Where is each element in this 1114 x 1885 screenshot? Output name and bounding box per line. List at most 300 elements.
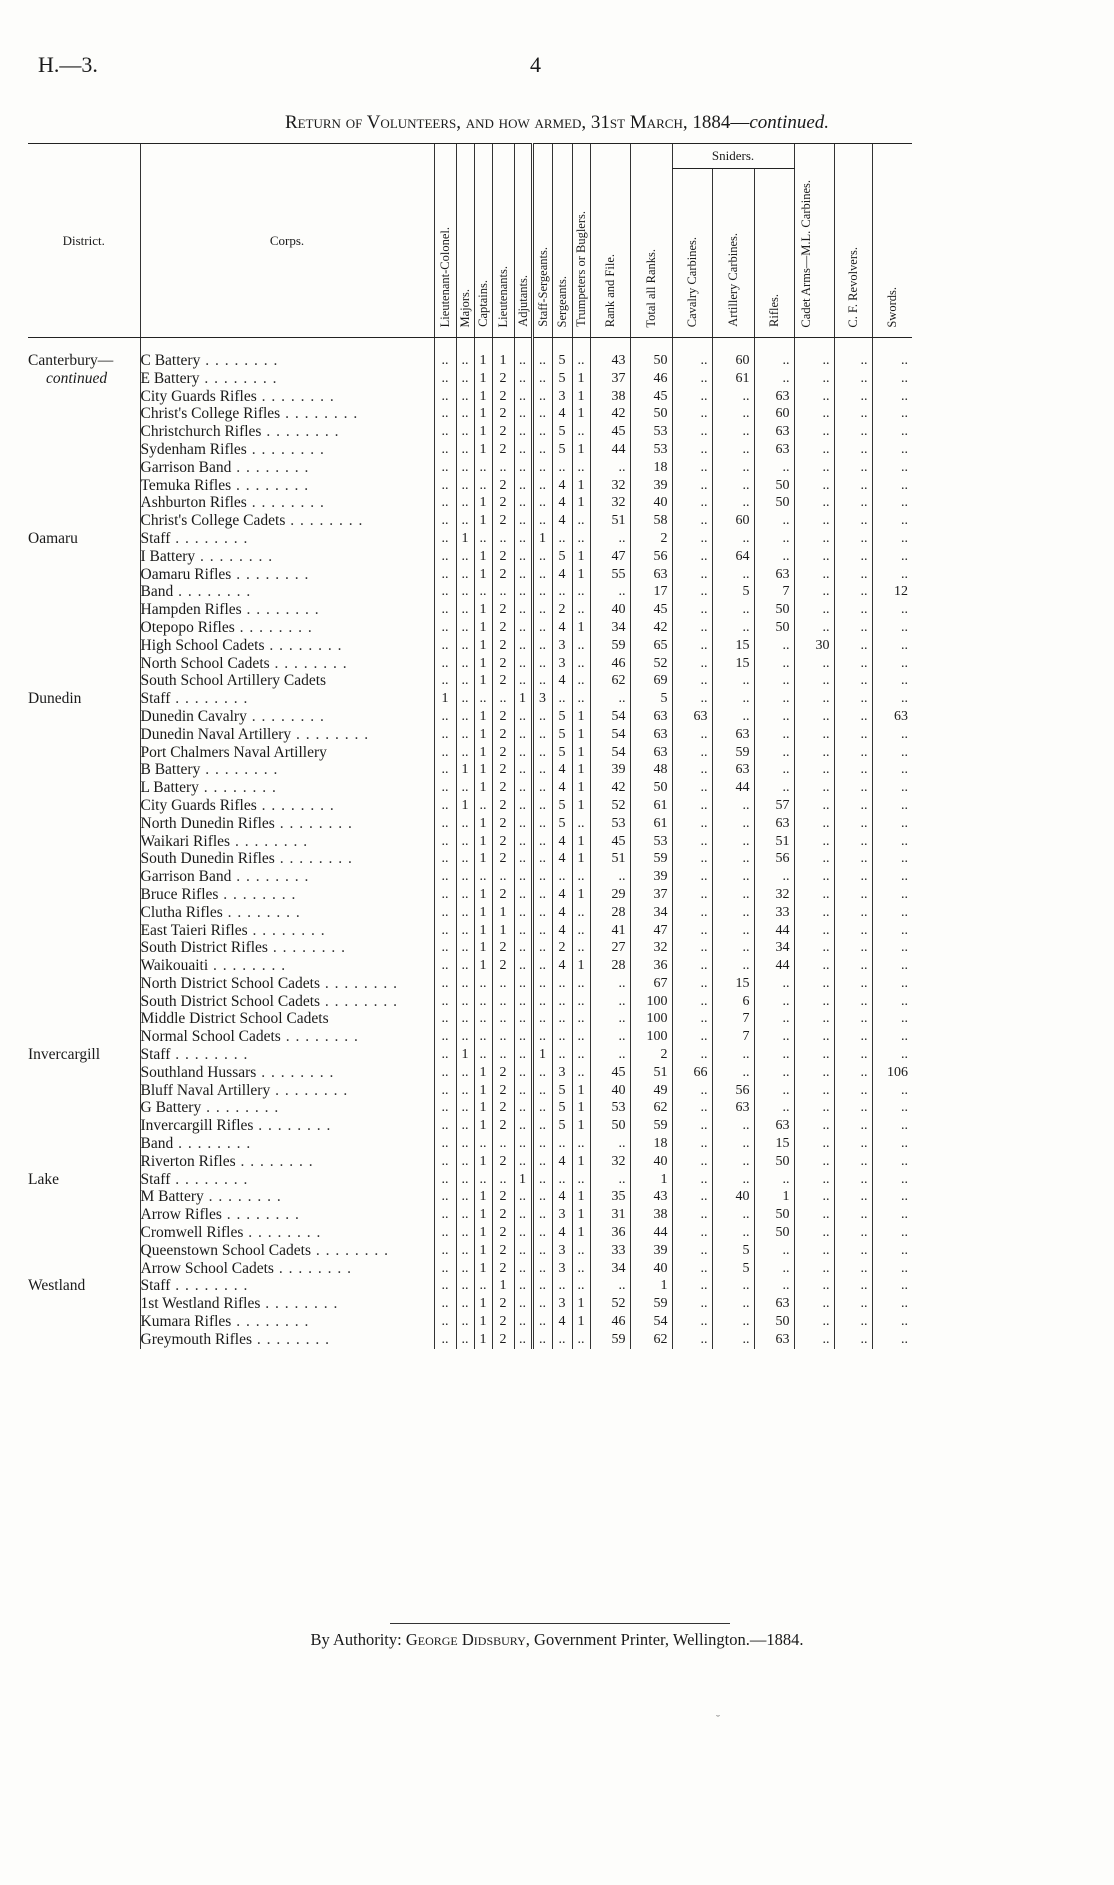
- value-cell: ..: [834, 459, 872, 477]
- table-row: [28, 1028, 912, 1046]
- value-cell: ..: [672, 583, 712, 601]
- value-cell: 63: [712, 761, 754, 779]
- value-cell: ..: [834, 655, 872, 673]
- value-cell: 41: [590, 922, 630, 940]
- value-cell: ..: [492, 868, 514, 886]
- rank-header: Majors.: [456, 144, 474, 338]
- district-header: District.: [28, 144, 140, 338]
- leader-dots: . . . . . . . .: [173, 1135, 252, 1153]
- value-cell: ..: [712, 530, 754, 548]
- value-cell: 1: [474, 815, 492, 833]
- value-cell: 5: [552, 1082, 572, 1100]
- corps-cell: [140, 1188, 434, 1206]
- value-cell: ..: [872, 1171, 912, 1189]
- value-cell: 66: [672, 1064, 712, 1082]
- value-cell: ..: [532, 494, 552, 512]
- value-cell: ..: [672, 423, 712, 441]
- corps-cell: [140, 672, 434, 690]
- value-cell: 63: [672, 708, 712, 726]
- value-cell: ..: [672, 975, 712, 993]
- value-cell: ..: [514, 566, 532, 584]
- corps-cell: [140, 1295, 434, 1313]
- value-cell: ..: [456, 494, 474, 512]
- value-cell: ..: [514, 338, 532, 370]
- value-cell: 37: [630, 886, 672, 904]
- value-cell: ..: [514, 744, 532, 762]
- value-cell: ..: [872, 512, 912, 530]
- value-cell: ..: [532, 566, 552, 584]
- district-cell: [28, 868, 140, 886]
- value-cell: ..: [514, 779, 532, 797]
- value-cell: ..: [834, 993, 872, 1011]
- value-cell: 63: [754, 388, 794, 406]
- value-cell: ..: [532, 1010, 552, 1028]
- value-cell: ..: [672, 1295, 712, 1313]
- value-cell: ..: [434, 637, 456, 655]
- imprint-printer: George Didsbury: [405, 1630, 526, 1649]
- leader-dots: . . . . . . . .: [247, 921, 326, 939]
- value-cell: ..: [572, 1242, 590, 1260]
- value-cell: ..: [434, 993, 456, 1011]
- value-cell: ..: [872, 1117, 912, 1135]
- value-cell: ..: [672, 1242, 712, 1260]
- value-cell: 63: [754, 1295, 794, 1313]
- value-cell: ..: [872, 388, 912, 406]
- value-cell: ..: [834, 779, 872, 797]
- value-cell: ..: [712, 1331, 754, 1349]
- leader-dots: . . . . . . . .: [195, 547, 274, 565]
- district-cell: [28, 512, 140, 530]
- value-cell: ..: [794, 708, 834, 726]
- district-cell: [28, 1117, 140, 1135]
- value-cell: 63: [754, 1117, 794, 1135]
- value-cell: 40: [630, 494, 672, 512]
- value-cell: ..: [532, 744, 552, 762]
- table-row: [28, 1099, 912, 1117]
- value-cell: 2: [492, 815, 514, 833]
- district-cell: [28, 1224, 140, 1242]
- district-label: Westland: [28, 1277, 86, 1295]
- value-cell: 5: [712, 1260, 754, 1278]
- value-cell: 60: [712, 512, 754, 530]
- corps-name: Staff: [140, 529, 171, 547]
- value-cell: ..: [672, 494, 712, 512]
- district-cell: [28, 1313, 140, 1331]
- value-cell: ..: [514, 1117, 532, 1135]
- value-cell: 7: [754, 583, 794, 601]
- value-cell: 62: [630, 1099, 672, 1117]
- leader-dots: . . . . . . . .: [170, 690, 249, 708]
- value-cell: 2: [630, 530, 672, 548]
- value-cell: 1: [456, 797, 474, 815]
- value-cell: ..: [794, 1313, 834, 1331]
- leader-dots: . . . . . . . .: [320, 992, 399, 1010]
- value-cell: ..: [514, 1260, 532, 1278]
- value-cell: 2: [492, 744, 514, 762]
- table-row: [28, 1277, 912, 1295]
- value-cell: ..: [532, 1295, 552, 1313]
- value-cell: ..: [492, 1010, 514, 1028]
- value-cell: ..: [456, 1277, 474, 1295]
- value-cell: 63: [754, 1331, 794, 1349]
- value-cell: ..: [834, 548, 872, 566]
- corps-cell: [140, 1046, 434, 1064]
- value-cell: 1: [572, 548, 590, 566]
- value-cell: 40: [712, 1188, 754, 1206]
- value-cell: ..: [572, 975, 590, 993]
- leader-dots: . . . . . . . .: [243, 1224, 322, 1242]
- rank-header: Trumpeters or Buglers.: [572, 144, 590, 338]
- corps-name: Staff: [140, 1277, 171, 1295]
- value-cell: 1: [474, 1224, 492, 1242]
- corps-name: Cromwell Rifles: [140, 1224, 244, 1242]
- value-cell: ..: [834, 370, 872, 388]
- value-cell: 2: [492, 441, 514, 459]
- table-row: [28, 708, 912, 726]
- leader-dots: . . . . . . . .: [203, 1188, 282, 1206]
- value-cell: 100: [630, 1028, 672, 1046]
- leader-dots: . . . . . . . .: [291, 725, 370, 743]
- district-cell: [28, 761, 140, 779]
- value-cell: ..: [794, 494, 834, 512]
- rank-header: Lieutenant-Colonel.: [434, 144, 456, 338]
- value-cell: 2: [492, 566, 514, 584]
- value-cell: ..: [834, 1117, 872, 1135]
- district-cell: [28, 957, 140, 975]
- value-cell: ..: [872, 1010, 912, 1028]
- value-cell: ..: [590, 1135, 630, 1153]
- leader-dots: . . . . . . . .: [231, 458, 310, 476]
- value-cell: ..: [712, 1171, 754, 1189]
- value-cell: ..: [834, 1028, 872, 1046]
- value-cell: 2: [492, 797, 514, 815]
- table-row: [28, 868, 912, 886]
- value-cell: ..: [794, 1064, 834, 1082]
- value-cell: 59: [630, 1295, 672, 1313]
- value-cell: 4: [552, 1188, 572, 1206]
- corps-name: Otepopo Rifles: [140, 618, 235, 636]
- value-cell: 28: [590, 957, 630, 975]
- corps-cell: [140, 1010, 434, 1028]
- value-cell: ..: [872, 1046, 912, 1064]
- value-cell: ..: [434, 619, 456, 637]
- value-cell: ..: [456, 601, 474, 619]
- value-cell: 61: [630, 815, 672, 833]
- value-cell: ..: [672, 1206, 712, 1224]
- value-cell: ..: [456, 939, 474, 957]
- value-cell: ..: [834, 388, 872, 406]
- value-cell: ..: [754, 637, 794, 655]
- value-cell: ..: [834, 1099, 872, 1117]
- corps-name: Middle District School Cadets: [140, 1010, 329, 1028]
- value-cell: ..: [754, 548, 794, 566]
- value-cell: ..: [456, 512, 474, 530]
- value-cell: 7: [712, 1028, 754, 1046]
- district-cell: [28, 1331, 140, 1349]
- district-cell: [28, 833, 140, 851]
- value-cell: 1: [474, 833, 492, 851]
- value-cell: ..: [672, 922, 712, 940]
- value-cell: ..: [590, 690, 630, 708]
- corps-cell: [140, 459, 434, 477]
- table-row: [28, 886, 912, 904]
- table-row: [28, 1117, 912, 1135]
- value-cell: 4: [552, 904, 572, 922]
- value-cell: ..: [872, 1295, 912, 1313]
- value-cell: ..: [456, 441, 474, 459]
- value-cell: ..: [590, 530, 630, 548]
- value-cell: ..: [672, 1082, 712, 1100]
- value-cell: ..: [872, 761, 912, 779]
- value-cell: 1: [572, 761, 590, 779]
- value-cell: ..: [754, 761, 794, 779]
- value-cell: ..: [434, 1046, 456, 1064]
- value-cell: ..: [474, 583, 492, 601]
- value-cell: 1: [572, 1224, 590, 1242]
- table-row: [28, 566, 912, 584]
- value-cell: 4: [552, 886, 572, 904]
- value-cell: 61: [712, 370, 754, 388]
- value-cell: ..: [514, 459, 532, 477]
- value-cell: ..: [456, 886, 474, 904]
- value-cell: ..: [794, 370, 834, 388]
- value-cell: ..: [712, 405, 754, 423]
- value-cell: 1: [572, 833, 590, 851]
- value-cell: 50: [754, 1313, 794, 1331]
- value-cell: 1: [474, 708, 492, 726]
- value-cell: ..: [834, 512, 872, 530]
- value-cell: ..: [834, 1206, 872, 1224]
- value-cell: 63: [630, 726, 672, 744]
- value-cell: ..: [552, 583, 572, 601]
- corps-name: I Battery: [140, 547, 196, 565]
- value-cell: 2: [492, 850, 514, 868]
- value-cell: 2: [492, 1117, 514, 1135]
- value-cell: 53: [630, 833, 672, 851]
- value-cell: 2: [492, 726, 514, 744]
- value-cell: ..: [672, 868, 712, 886]
- value-cell: ..: [532, 338, 552, 370]
- value-cell: ..: [532, 1117, 552, 1135]
- corps-cell: [140, 957, 434, 975]
- value-cell: ..: [872, 1082, 912, 1100]
- value-cell: ..: [532, 370, 552, 388]
- value-cell: 4: [552, 405, 572, 423]
- corps-cell: [140, 797, 434, 815]
- value-cell: 42: [630, 619, 672, 637]
- value-cell: 40: [630, 1153, 672, 1171]
- value-cell: ..: [456, 1153, 474, 1171]
- value-cell: 39: [590, 761, 630, 779]
- value-cell: 60: [712, 338, 754, 370]
- leader-dots: . . . . . . . .: [221, 1206, 300, 1224]
- value-cell: ..: [712, 939, 754, 957]
- value-cell: ..: [712, 1313, 754, 1331]
- value-cell: ..: [514, 922, 532, 940]
- value-cell: ..: [834, 405, 872, 423]
- corps-name: South Dunedin Rifles: [140, 850, 275, 868]
- value-cell: ..: [572, 1135, 590, 1153]
- value-cell: 1: [474, 1242, 492, 1260]
- value-cell: ..: [492, 583, 514, 601]
- value-cell: 4: [552, 850, 572, 868]
- corps-cell: [140, 744, 434, 762]
- rank-header: Staff-Sergeants.: [532, 144, 552, 338]
- value-cell: ..: [794, 779, 834, 797]
- value-cell: 58: [630, 512, 672, 530]
- value-cell: ..: [434, 1295, 456, 1313]
- value-cell: ..: [834, 1064, 872, 1082]
- corps-cell: [140, 975, 434, 993]
- corps-name: Christ's College Rifles: [140, 405, 281, 423]
- value-cell: ..: [794, 530, 834, 548]
- value-cell: 59: [590, 637, 630, 655]
- value-cell: ..: [794, 1295, 834, 1313]
- value-cell: ..: [712, 619, 754, 637]
- value-cell: 1: [474, 548, 492, 566]
- leader-dots: . . . . . . . .: [201, 1099, 280, 1117]
- value-cell: ..: [794, 1242, 834, 1260]
- value-cell: ..: [672, 1028, 712, 1046]
- value-cell: 45: [590, 1064, 630, 1082]
- leader-dots: . . . . . . . .: [198, 779, 277, 797]
- value-cell: ..: [834, 1313, 872, 1331]
- value-cell: ..: [872, 601, 912, 619]
- table-row: [28, 1331, 912, 1349]
- value-cell: ..: [572, 904, 590, 922]
- corps-name: North Dunedin Rifles: [140, 814, 275, 832]
- value-cell: 56: [754, 850, 794, 868]
- corps-cell: [140, 1331, 434, 1349]
- value-cell: 2: [492, 619, 514, 637]
- value-cell: 2: [552, 601, 572, 619]
- value-cell: ..: [456, 637, 474, 655]
- value-cell: ..: [672, 477, 712, 495]
- value-cell: ..: [434, 512, 456, 530]
- value-cell: ..: [514, 441, 532, 459]
- value-cell: ..: [834, 797, 872, 815]
- district-cell: [28, 477, 140, 495]
- value-cell: ..: [672, 1277, 712, 1295]
- value-cell: 54: [590, 708, 630, 726]
- value-cell: ..: [834, 1224, 872, 1242]
- value-cell: ..: [754, 1082, 794, 1100]
- value-cell: ..: [474, 530, 492, 548]
- leader-dots: . . . . . . . .: [280, 405, 359, 423]
- value-cell: ..: [754, 975, 794, 993]
- corps-cell: [140, 779, 434, 797]
- value-cell: ..: [434, 868, 456, 886]
- value-cell: ..: [754, 1171, 794, 1189]
- value-cell: 3: [532, 690, 552, 708]
- value-cell: ..: [514, 583, 532, 601]
- value-cell: 36: [590, 1224, 630, 1242]
- corps-name: South District School Cadets: [140, 992, 321, 1010]
- corps-cell: [140, 1171, 434, 1189]
- value-cell: ..: [456, 405, 474, 423]
- value-cell: ..: [514, 708, 532, 726]
- value-cell: 1: [474, 512, 492, 530]
- value-cell: ..: [532, 975, 552, 993]
- leader-dots: . . . . . . . .: [199, 369, 278, 387]
- value-cell: ..: [794, 459, 834, 477]
- value-cell: ..: [532, 1206, 552, 1224]
- value-cell: ..: [754, 708, 794, 726]
- value-cell: ..: [872, 993, 912, 1011]
- value-cell: ..: [572, 815, 590, 833]
- value-cell: 2: [492, 672, 514, 690]
- corps-name: East Taieri Rifles: [140, 921, 248, 939]
- value-cell: ..: [794, 1260, 834, 1278]
- value-cell: ..: [474, 690, 492, 708]
- value-cell: ..: [712, 459, 754, 477]
- corps-cell: [140, 886, 434, 904]
- table-row: [28, 1135, 912, 1153]
- corps-name: Garrison Band: [140, 458, 232, 476]
- value-cell: 40: [590, 1082, 630, 1100]
- district-cell: [28, 1135, 140, 1153]
- value-cell: ..: [532, 672, 552, 690]
- value-cell: 2: [492, 708, 514, 726]
- value-cell: ..: [514, 993, 532, 1011]
- value-cell: ..: [794, 548, 834, 566]
- value-cell: ..: [532, 1064, 552, 1082]
- leader-dots: . . . . . . . .: [264, 636, 343, 654]
- value-cell: ..: [754, 744, 794, 762]
- district-label: continued: [46, 369, 108, 387]
- value-cell: 43: [590, 338, 630, 370]
- leader-dots: . . . . . . . .: [273, 1259, 352, 1277]
- value-cell: ..: [672, 512, 712, 530]
- leader-dots: . . . . . . . .: [200, 352, 279, 369]
- corps-name: Dunedin Cavalry: [140, 707, 247, 725]
- corps-cell: [140, 815, 434, 833]
- value-cell: 1: [474, 922, 492, 940]
- value-cell: ..: [514, 833, 532, 851]
- value-cell: 56: [630, 548, 672, 566]
- leader-dots: . . . . . . . .: [253, 1117, 332, 1135]
- value-cell: 32: [590, 477, 630, 495]
- district-cell: [28, 672, 140, 690]
- value-cell: ..: [794, 566, 834, 584]
- corps-name: Hampden Rifles: [140, 601, 242, 619]
- value-cell: 46: [590, 1313, 630, 1331]
- value-cell: ..: [712, 868, 754, 886]
- value-cell: ..: [434, 423, 456, 441]
- value-cell: ..: [672, 1099, 712, 1117]
- document-code: H.—3.: [38, 52, 98, 77]
- district-cell: [28, 370, 140, 388]
- value-cell: ..: [834, 1046, 872, 1064]
- value-cell: 1: [572, 388, 590, 406]
- value-cell: ..: [872, 1277, 912, 1295]
- corps-cell: [140, 1082, 434, 1100]
- value-cell: ..: [456, 744, 474, 762]
- value-cell: ..: [434, 370, 456, 388]
- value-cell: ..: [434, 1153, 456, 1171]
- value-cell: ..: [456, 779, 474, 797]
- value-cell: ..: [532, 850, 552, 868]
- value-cell: 2: [492, 779, 514, 797]
- table-row: [28, 637, 912, 655]
- value-cell: ..: [872, 1224, 912, 1242]
- value-cell: ..: [872, 1331, 912, 1349]
- value-cell: ..: [532, 1135, 552, 1153]
- table-row: [28, 833, 912, 851]
- value-cell: 15: [712, 655, 754, 673]
- value-cell: 3: [552, 1295, 572, 1313]
- value-cell: ..: [532, 1242, 552, 1260]
